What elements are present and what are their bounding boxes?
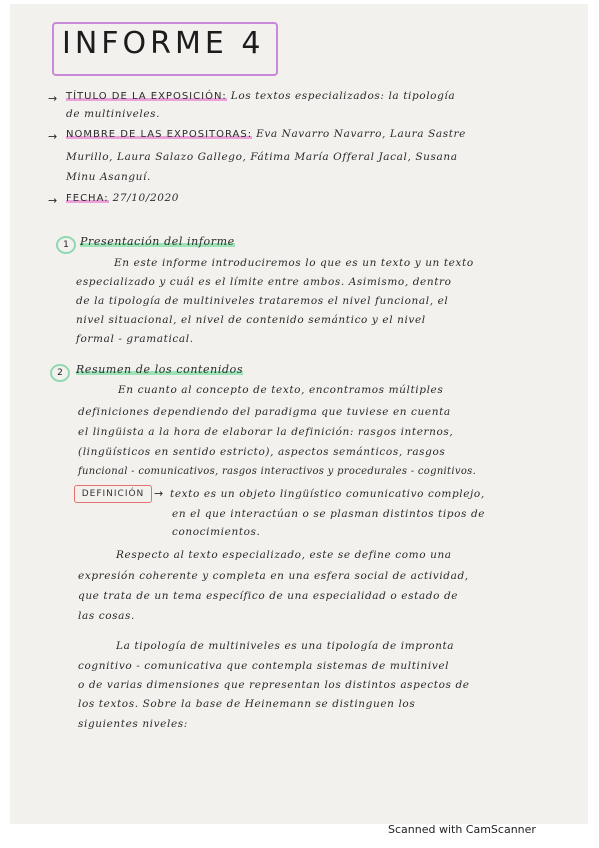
fecha-label: FECHA: [66,193,109,204]
section-1-line: de la tipología de multiniveles trataremos el nivel funcional, el [76,295,449,307]
nombre-line-1 [66,128,466,140]
arrow-icon: → [48,130,58,143]
section-2-para-2-line: expresión coherente y completa en una esfera social de actividad, [78,570,469,582]
definition-line: texto es un objeto lingüístico comunicativo complejo, [170,488,485,500]
section-1-line: nivel situacional, el nivel de contenido semántico y el nivel [76,314,426,326]
nombre-value: Eva Navarro Navarro, Laura Sastre [256,128,466,140]
section-2-para-3-line: La tipología de multiniveles es una tipología de impronta [116,640,455,652]
titulo-line-1 [66,90,455,102]
section-2-para-2-line: que trata de un tema específico de una especialidad o estado de [78,590,459,602]
fecha-line [66,192,179,204]
section-1-heading: Presentación del informe [80,235,235,248]
section-2-para-3-line: los textos. Sobre la base de Heinemann se distinguen los [78,698,416,710]
nombre-line-3: Minu Asanguí. [66,171,151,183]
section-2-para-3-line: cognitivo - comunicativa que contempla sistemas de multinivel [78,660,450,672]
section-1-line: En este informe introduciremos lo que es un texto y un texto [114,257,474,269]
titulo-line-2: de multiniveles. [66,108,161,120]
definition-line: conocimientos. [172,526,261,538]
arrow-icon: → [154,487,164,500]
definition-badge: DEFINICIÓN [74,485,152,503]
nombre-line-2: Murillo, Laura Salazo Gallego, Fátima María Offeral Jacal, Susana [66,151,458,163]
section-2-para-1-line: funcional - comunicativos, rasgos interactivos y procedurales - cognitivos. [78,466,477,477]
section-2-para-3-line: siguientes niveles: [78,718,188,730]
fecha-value: 27/10/2020 [112,192,180,204]
section-2-para-1-line: el lingüista a la hora de elaborar la definición: rasgos internos, [78,426,454,438]
section-2-para-2-line: Respecto al texto especializado, este se define como una [116,549,452,561]
section-2-para-1-line: En cuanto al concepto de texto, encontramos múltiples [118,384,444,396]
section-2-para-3-line: o de varias dimensiones que representan los distintos aspectos de [78,679,470,691]
scanner-watermark: Scanned with CamScanner [388,823,536,836]
section-2-para-1-line: (lingüísticos en sentido estricto), aspectos semánticos, rasgos [78,446,446,458]
section-2-heading: Resumen de los contenidos [76,363,244,376]
section-1-line: especializado y cuál es el límite entre ambos. Asimismo, dentro [76,276,452,288]
arrow-icon: → [48,92,58,105]
definition-line: en el que interactúan o se plasman distintos tipos de [172,508,486,520]
titulo-label: TÍTULO DE LA EXPOSICIÓN: [66,91,227,102]
section-2-number: 2 [50,364,70,382]
titulo-value: Los textos especializados: la tipología [230,90,456,102]
section-2-para-2-line: las cosas. [78,610,135,622]
section-1-line: formal - gramatical. [76,333,194,345]
section-2-para-1-line: definiciones dependiendo del paradigma que tuviese en cuenta [78,406,451,418]
arrow-icon: → [48,194,58,207]
section-1-number: 1 [56,236,76,254]
page-title: INFORME 4 [62,26,265,61]
nombre-label: NOMBRE DE LAS EXPOSITORAS: [66,129,253,140]
